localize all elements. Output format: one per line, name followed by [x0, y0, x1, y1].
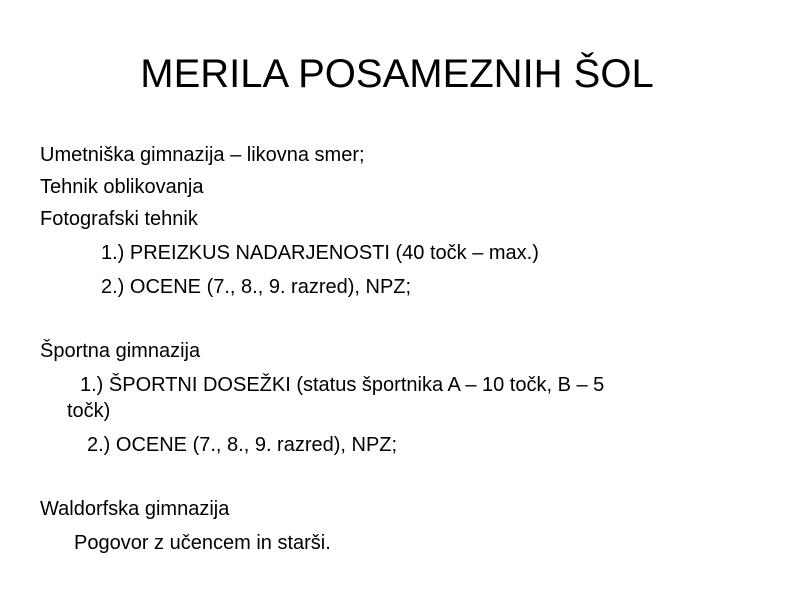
criterion-sportni-dosezki: 1.) ŠPORTNI DOSEŽKI (status športnika A – 10 točk, B – 5	[80, 374, 605, 396]
criterion-sportni-dosezki-continued: točk)	[67, 400, 111, 422]
school-sportna-gimnazija: Športna gimnazija	[40, 340, 201, 362]
criterion-preizkus-nadarjenosti: 1.) PREIZKUS NADARJENOSTI (40 točk – max.)	[101, 242, 539, 264]
slide-title: MERILA POSAMEZNIH ŠOL	[140, 52, 654, 96]
criterion-ocene-npz-sport: 2.) OCENE (7., 8., 9. razred), NPZ;	[87, 434, 398, 456]
criterion-ocene-npz: 2.) OCENE (7., 8., 9. razred), NPZ;	[101, 276, 412, 298]
school-fotografski-tehnik: Fotografski tehnik	[40, 208, 198, 230]
school-umetniska-gimnazija: Umetniška gimnazija – likovna smer;	[40, 144, 365, 166]
criterion-pogovor: Pogovor z učencem in starši.	[74, 532, 331, 554]
school-tehnik-oblikovanja: Tehnik oblikovanja	[40, 176, 204, 198]
school-waldorfska-gimnazija: Waldorfska gimnazija	[40, 498, 230, 520]
